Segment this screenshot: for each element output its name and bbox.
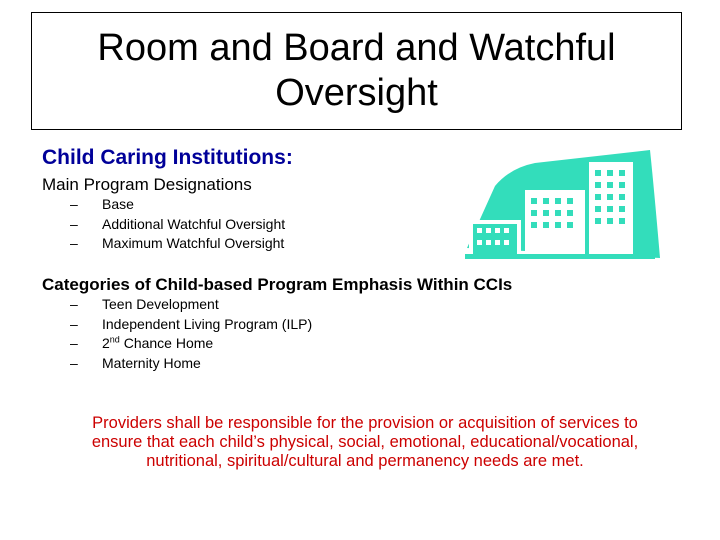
list-item: [70, 315, 312, 335]
ordinal-superscript: nd: [109, 334, 120, 345]
main-program-designations-subheading: Main Program Designations: [42, 175, 252, 194]
list-item-label: Maximum Watchful Oversight: [102, 235, 285, 251]
dash-bullet: –: [70, 335, 78, 351]
building-base: [465, 254, 655, 259]
list-item-label-prefix: 2: [102, 335, 110, 351]
provider-responsibility-notice: [50, 414, 680, 471]
list-item-label: Independent Living Program (ILP): [102, 315, 313, 332]
list-item: [70, 234, 285, 254]
list-item-label: [102, 334, 213, 354]
section-heading-cci: Child Caring Institutions:: [42, 146, 293, 169]
page-title-line-1: Room and Board and Watchful: [97, 27, 616, 69]
list-item: [70, 195, 285, 215]
list-item-label-suffix: Chance Home: [119, 335, 214, 351]
notice-line-1: Providers shall be responsible for the provision or acquisition of services to: [92, 414, 638, 432]
notice-line-2: ensure that each child’s physical, social, emotional, educational/vocational,: [91, 433, 639, 451]
list-item: [70, 334, 312, 354]
dash-bullet: –: [70, 215, 78, 232]
dash-bullet: –: [70, 296, 78, 312]
list-item-label: Base: [102, 196, 134, 212]
dash-bullet: –: [70, 354, 78, 371]
notice-line-3: nutritional, spiritual/cultural and permanency needs are met.: [146, 452, 584, 470]
designation-list: [70, 195, 285, 254]
program-emphasis-subheading: Categories of Child-based Program Emphasis Within CCIs: [42, 275, 513, 294]
list-item-label: Maternity Home: [102, 354, 201, 371]
dash-bullet: –: [70, 196, 78, 212]
list-item: [70, 215, 285, 235]
list-item-label: Teen Development: [102, 296, 219, 312]
dash-bullet: –: [70, 235, 78, 251]
building-icon: [455, 148, 665, 263]
list-item: [70, 295, 312, 315]
program-emphasis-list: [70, 295, 312, 373]
page-title-line-2: Oversight: [275, 72, 438, 114]
list-item-label: Additional Watchful Oversight: [102, 215, 286, 232]
list-item: [70, 354, 312, 374]
dash-bullet: –: [70, 315, 78, 332]
title-box: [31, 12, 682, 130]
